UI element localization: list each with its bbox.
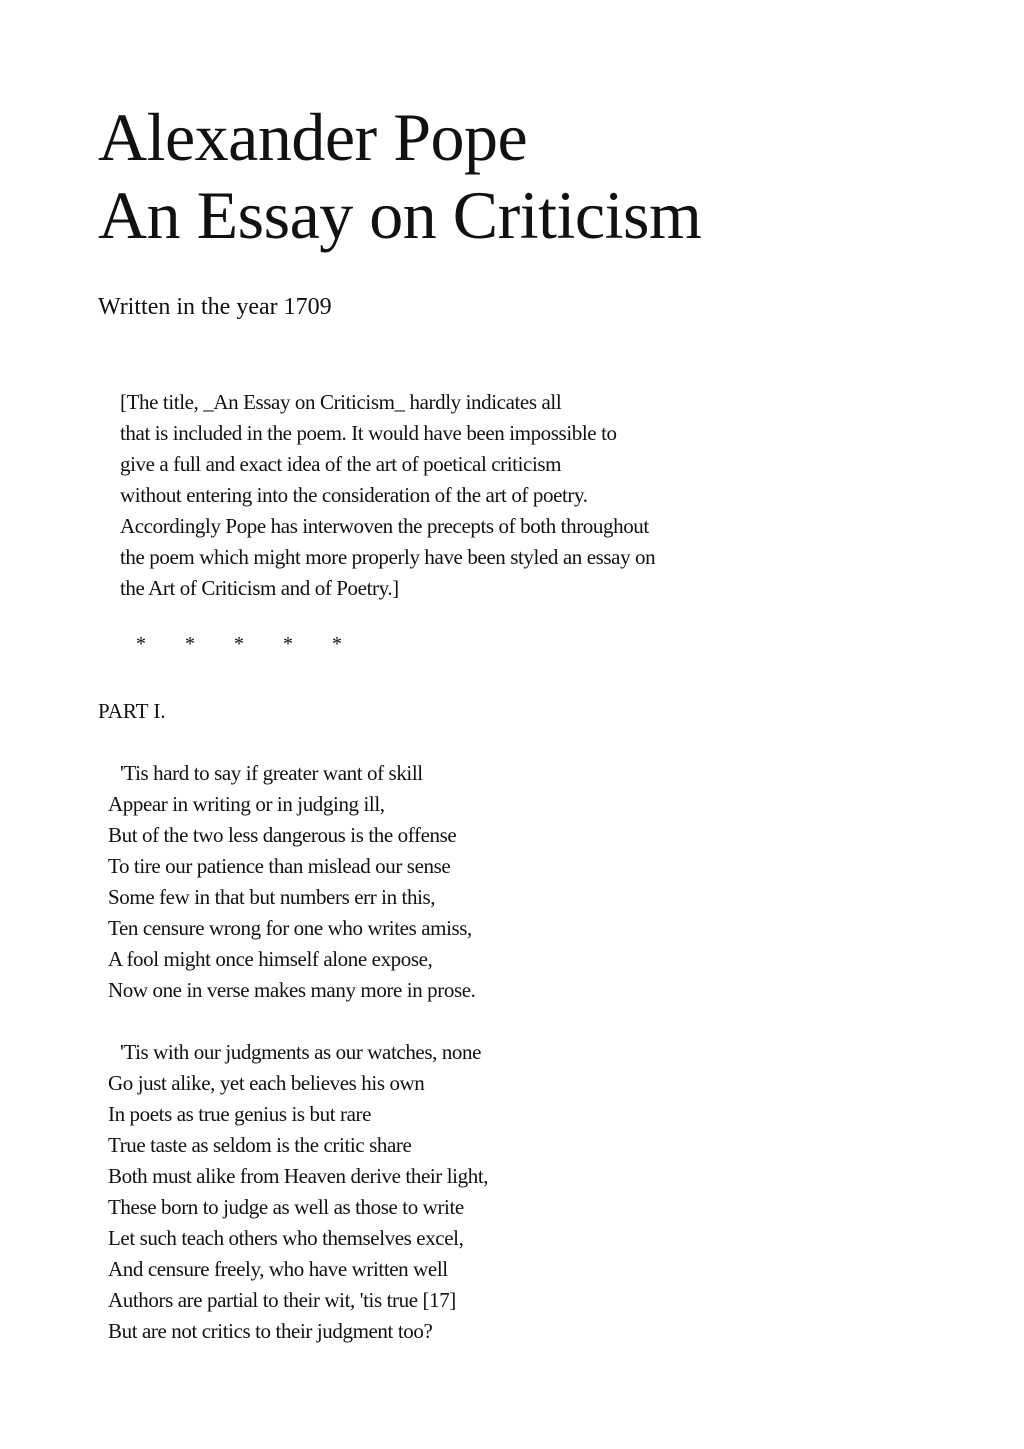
separator-asterisk: * [185,633,195,655]
verse-line: Let such teach others who themselves excel, [108,1226,464,1250]
title-author: Alexander Pope [98,99,528,175]
verse-line: These born to judge as well as those to write [108,1195,464,1219]
verse-line: And censure freely, who have written well [108,1257,448,1281]
poem-stanza-1 [108,758,476,1006]
verse-line: But are not critics to their judgment too? [108,1319,433,1343]
verse-line: Authors are partial to their wit, 'tis true [17] [108,1288,456,1312]
part-heading: PART I. [98,699,166,723]
verse-line: Both must alike from Heaven derive their light, [108,1164,489,1188]
verse-line: To tire our patience than mislead our sense [108,854,451,878]
verse-line: A fool might once himself alone expose, [108,947,433,971]
editor-note-line: give a full and exact idea of the art of poetical criticism [120,452,562,476]
editor-note-line: without entering into the consideration of the art of poetry. [120,483,588,507]
verse-line: 'Tis hard to say if greater want of skill [120,761,423,785]
section-separator [136,632,381,656]
separator-asterisk: * [234,633,244,655]
verse-line: Some few in that but numbers err in this, [108,885,436,909]
poem-stanza-2 [108,1037,488,1347]
verse-line: Now one in verse makes many more in prose. [108,978,476,1002]
editor-note-line: Accordingly Pope has interwoven the precepts of both throughout [120,514,649,538]
editor-note-line: that is included in the poem. It would have been impossible to [120,421,617,445]
verse-line: Go just alike, yet each believes his own [108,1071,425,1095]
title-work: An Essay on Criticism [98,177,702,253]
document-subtitle: Written in the year 1709 [98,294,332,320]
editor-note [120,387,655,604]
editor-note-line: the Art of Criticism and of Poetry.] [120,576,399,600]
separator-asterisk: * [136,633,146,655]
document-title [98,98,701,254]
verse-line: Appear in writing or in judging ill, [108,792,385,816]
verse-line: In poets as true genius is but rare [108,1102,372,1126]
editor-note-line: the poem which might more properly have been styled an essay on [120,545,656,569]
separator-asterisk: * [283,633,293,655]
verse-line: 'Tis with our judgments as our watches, none [120,1040,482,1064]
editor-note-line: [The title, _An Essay on Criticism_ hardly indicates all [120,390,562,414]
verse-line: But of the two less dangerous is the offense [108,823,457,847]
verse-line: Ten censure wrong for one who writes amiss, [108,916,472,940]
verse-line: True taste as seldom is the critic share [108,1133,412,1157]
separator-asterisk: * [332,633,342,655]
